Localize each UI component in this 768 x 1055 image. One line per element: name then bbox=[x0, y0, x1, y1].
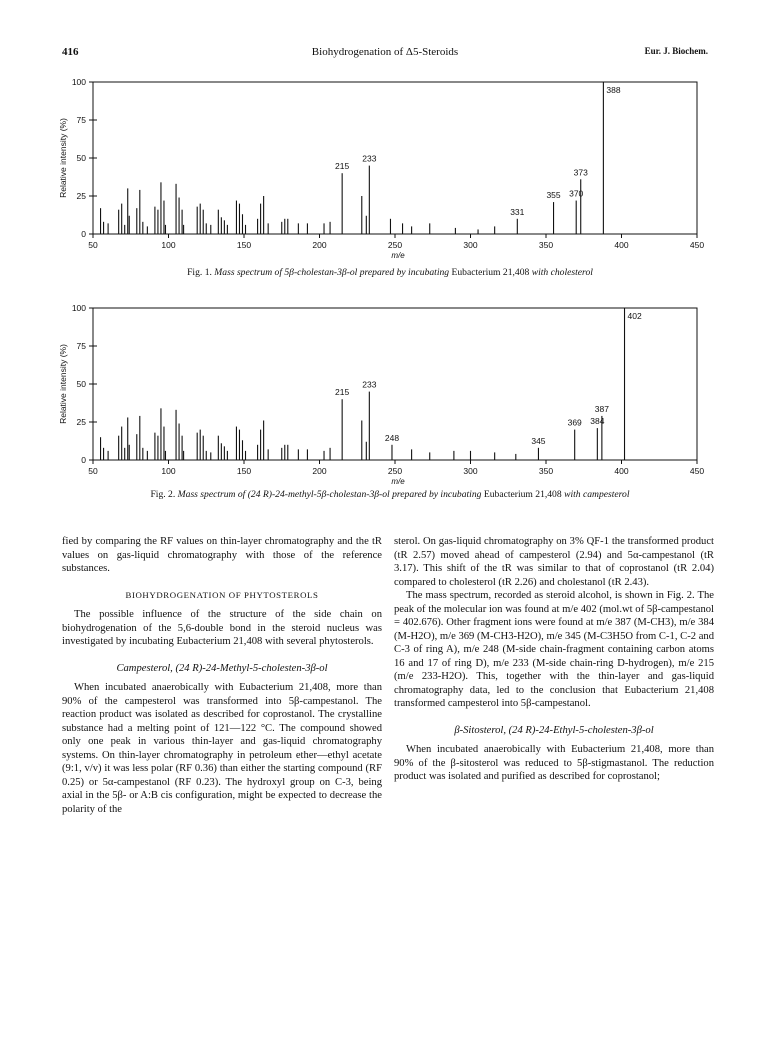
x-tick-label: 250 bbox=[387, 466, 403, 476]
peak-label: 233 bbox=[362, 153, 377, 164]
x-axis-label: m/e bbox=[391, 251, 405, 260]
fig2-caption-text: Mass spectrum of (24 R)-24-methyl-5β-cholestan-3β-ol prepared by incubating bbox=[177, 489, 482, 500]
fig1-organism: Eubacterium 21,408 bbox=[451, 267, 530, 278]
fig2-organism: Eubacterium 21,408 bbox=[483, 489, 562, 500]
x-tick-label: 350 bbox=[538, 466, 554, 476]
peak-label: 384 bbox=[590, 416, 605, 427]
peak-label: 248 bbox=[384, 432, 400, 443]
y-tick-label: 100 bbox=[71, 303, 86, 313]
x-tick-label: 150 bbox=[236, 240, 252, 250]
y-tick-label: 0 bbox=[81, 229, 86, 239]
x-tick-label: 450 bbox=[689, 466, 705, 476]
peak-label: 370 bbox=[569, 188, 584, 199]
y-tick-label: 100 bbox=[71, 77, 86, 87]
peak-label: 388 bbox=[606, 85, 621, 95]
paragraph: The mass spectrum, recorded as steroid alcohol, is shown in Fig. 2. The peak of the molecular ion was found at m/e 402 (mol.wt of 5β-campestanol = 402.676). Other fragment ions were found at m/e 387 (M-CH3), m/e 384 (M-H2O), m/e 369 (M-CH3-H2O), m/e 345 (M-C3H5O from C-1, C-2 and C-3 of ring A), m/e 248 (M-side chain-fragment containing carbon atoms 16 and 17 of ring D), m/e 233 (M-side chain-ring D-hydrogen), m/e 215 (m/e 233-H2O). This, together with the thin-layer and gas-liquid chromatography data, led to the conclusion that Eubacterium 21,408 transformed campesterol into 5β-campestanol. bbox=[394, 590, 714, 709]
x-tick-label: 400 bbox=[614, 240, 629, 250]
y-tick-label: 75 bbox=[76, 341, 86, 351]
paragraph: When incubated anaerobically with Eubacterium 21,408, more than 90% of the β-sitosterol was reduced to 5β-stigmastanol. The reduction product was isolated and purified as described for coprostanol; bbox=[394, 744, 714, 782]
paragraph: The possible influence of the structure of the side chain on biohydrogenation of the 5,6-double bond in the steroid nucleus was investigated by incubating Eubacterium 21,408 with several phytosterols. bbox=[62, 609, 382, 647]
figure-caption-2 bbox=[40, 489, 740, 500]
fig2-caption-tail: with campesterol bbox=[564, 489, 630, 500]
y-tick-label: 25 bbox=[76, 417, 86, 427]
x-tick-label: 450 bbox=[689, 240, 705, 250]
mass-spectrum-chart-fig1 bbox=[0, 70, 768, 280]
x-tick-label: 350 bbox=[538, 240, 554, 250]
x-tick-label: 200 bbox=[312, 240, 327, 250]
right-column bbox=[394, 535, 714, 784]
x-tick-label: 50 bbox=[88, 466, 98, 476]
page-number: 416 bbox=[62, 46, 79, 58]
section-heading: BIOHYDROGENATION OF PHYTOSTEROLS bbox=[125, 589, 319, 600]
peak-label: 345 bbox=[531, 435, 546, 446]
left-column bbox=[62, 535, 382, 816]
x-axis-label: m/e bbox=[391, 477, 405, 486]
peak-label: 215 bbox=[335, 387, 350, 398]
x-tick-label: 150 bbox=[236, 466, 252, 476]
y-tick-label: 0 bbox=[81, 455, 86, 465]
paragraph: fied by comparing the RF values on thin-layer chromatography and the tR values on gas-liquid chromatography with those of the reference substances. bbox=[62, 536, 382, 574]
fig1-caption-text: Mass spectrum of 5β-cholestan-3β-ol prepared by incubating bbox=[214, 267, 450, 278]
x-tick-label: 250 bbox=[387, 240, 403, 250]
y-tick-label: 50 bbox=[76, 153, 86, 163]
peak-label: 233 bbox=[362, 379, 377, 390]
x-tick-label: 200 bbox=[312, 466, 327, 476]
paragraph: When incubated anaerobically with Eubacterium 21,408, more than 90% of the campesterol was transformed into 5β-campestanol. The reaction product was isolated as described for coprostanol. The crystalline substance had a melting point of 121—122 °C. The compound showed only one peak in various thin-layer and gas-liquid chromatography systems. On thin-layer chromatography in petroleum ether—ethyl acetate (9:1, v/v) it was less polar (RF 0.36) than either the starting compound (RF 0.25) or 5α-campestanol (RF 0.23). The hydroxyl group on C-3, being axial in the 5β- or A:B cis configuration, might be expected to decrease the polarity of the bbox=[62, 682, 382, 815]
figure-caption-1 bbox=[40, 267, 740, 278]
fig1-label: Fig. 1. bbox=[187, 267, 212, 278]
x-tick-label: 100 bbox=[161, 240, 176, 250]
peak-label: 387 bbox=[594, 403, 609, 414]
x-tick-label: 400 bbox=[614, 466, 629, 476]
peak-label: 215 bbox=[335, 161, 350, 172]
plot-frame bbox=[93, 82, 697, 234]
y-axis-label: Relative intensity (%) bbox=[58, 118, 68, 198]
peak-label: 402 bbox=[627, 311, 642, 321]
x-tick-label: 50 bbox=[88, 240, 98, 250]
fig2-label: Fig. 2. bbox=[150, 489, 176, 500]
running-title: Biohydrogenation of Δ5-Steroids bbox=[311, 46, 459, 58]
mass-spectrum-chart-fig2 bbox=[0, 296, 768, 506]
paragraph: sterol. On gas-liquid chromatography on 3% QF-1 the transformed product (tR 2.57) moved ahead of campesterol (2.94) and 5α-campestanol (tR 3.17). This shift of the tR was similar to that of coprostanol (tR 2.04) compared to cholesterol (tR 2.26) and cholestanol (tR 2.43). bbox=[394, 536, 714, 588]
y-tick-label: 75 bbox=[76, 115, 86, 125]
fig1-caption-tail: with cholesterol bbox=[531, 267, 593, 278]
journal-name: Eur. J. Biochem. bbox=[644, 46, 708, 56]
y-tick-label: 50 bbox=[76, 379, 86, 389]
peak-label: 369 bbox=[567, 417, 582, 428]
y-axis-label: Relative intensity (%) bbox=[58, 344, 68, 424]
x-tick-label: 300 bbox=[463, 240, 478, 250]
subsection-heading: β-Sitosterol, (24 R)-24-Ethyl-5-cholesten-3β-ol bbox=[454, 724, 654, 736]
y-tick-label: 25 bbox=[76, 191, 86, 201]
peak-label: 373 bbox=[573, 167, 588, 178]
x-tick-label: 100 bbox=[161, 466, 176, 476]
peak-label: 331 bbox=[510, 206, 525, 217]
subsection-heading: Campesterol, (24 R)-24-Methyl-5-cholesten-3β-ol bbox=[116, 662, 328, 674]
x-tick-label: 300 bbox=[463, 466, 478, 476]
peak-label: 355 bbox=[546, 190, 561, 201]
running-header bbox=[62, 46, 708, 62]
